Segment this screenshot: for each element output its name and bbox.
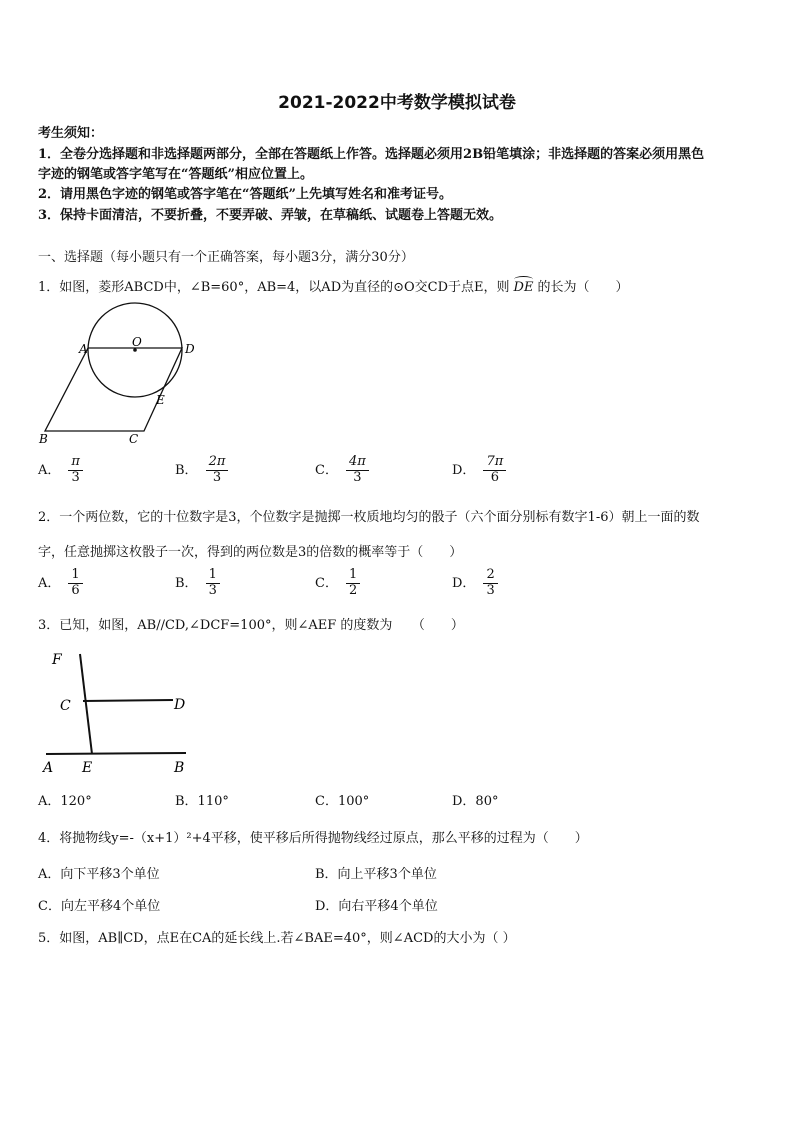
q4-option-a: A．向下平移3个单位 <box>38 867 160 882</box>
q3-option-a: A．120° <box>38 794 92 809</box>
q3-label-d: D <box>174 697 186 713</box>
arc-mark-icon <box>514 276 534 283</box>
q3-label-c: C <box>60 698 71 714</box>
q3-label-b: B <box>174 760 185 776</box>
q1-label-e: E <box>156 393 165 407</box>
q4-option-b: B．向上平移3个单位 <box>315 867 437 882</box>
q5-stem: 5．如图，AB∥CD，点E在CA的延长线上.若∠BAE=40°，则∠ACD的大小为（ ） <box>38 931 516 946</box>
q1-tail: 的长为（ ） <box>537 280 629 295</box>
q2-option-c: C． $\frac{1}{2}$ <box>315 568 360 599</box>
q4-stem: 4．将抛物线y=-（x+1）²+4平移，使平移后所得抛物线经过原点，那么平移的过程为（ ） <box>38 831 588 846</box>
q2-option-a: A． $\frac{1}{6}$ <box>38 568 83 599</box>
q1-label-a: A <box>79 342 88 356</box>
q2-option-b: B． $\frac{1}{3}$ <box>175 568 220 599</box>
q3-option-d: D．80° <box>452 794 499 809</box>
q1-option-b: B． $\frac{2\pi}{3}$ <box>175 455 228 486</box>
page-title: 2021-2022中考数学模拟试卷 <box>278 93 516 113</box>
q1-label-d: D <box>185 342 195 356</box>
q2-stem-line-2: 字，任意抛掷这枚骰子一次，得到的两位数是3的倍数的概率等于（ ） <box>38 545 463 560</box>
q3-figure <box>36 640 196 780</box>
q3-option-c: C．100° <box>315 794 370 809</box>
q1-arc-de: DE <box>514 280 534 295</box>
q1-stem <box>38 276 628 295</box>
q1-option-d: D． $\frac{7\pi}{6}$ <box>452 455 506 486</box>
line-ab <box>46 753 186 754</box>
transversal-line <box>80 654 92 754</box>
q3-label-a: A <box>43 760 54 776</box>
q1-stem-text: 1．如图，菱形ABCD中，∠B=60°，AB=4，以AD为直径的⊙O交CD于点E，则 <box>38 280 510 295</box>
q4-option-d: D．向右平移4个单位 <box>315 899 438 914</box>
q3-label-e: E <box>82 760 93 776</box>
q1-label-o: O <box>132 335 142 349</box>
q1-option-a: A． $\frac{\pi}{3}$ <box>38 455 83 486</box>
q3-stem: 3．已知，如图，AB//CD,∠DCF=100°，则∠AEF 的度数为 （ ） <box>38 618 464 633</box>
notice-item-2: 2．请用黑色字迹的钢笔或答字笔在“答题纸”上先填写姓名和准考证号。 <box>38 187 453 202</box>
notice-heading: 考生须知： <box>38 126 104 141</box>
notice-item-1-cont: 字迹的钢笔或答字笔写在“答题纸”相应位置上。 <box>38 167 313 182</box>
q4-option-c: C．向左平移4个单位 <box>38 899 161 914</box>
q1-label-c: C <box>129 432 139 446</box>
q1-option-c: C． $\frac{4\pi}{3}$ <box>315 455 369 486</box>
q3-option-b: B．110° <box>175 794 229 809</box>
q1-label-b: B <box>39 432 48 446</box>
q3-label-f: F <box>52 652 62 668</box>
notice-item-3: 3．保持卡面清洁，不要折叠，不要弄破、弄皱，在草稿纸、试题卷上答题无效。 <box>38 208 503 223</box>
line-cd <box>83 700 173 701</box>
section-heading: 一、选择题（每小题只有一个正确答案，每小题3分，满分30分） <box>38 250 414 265</box>
q2-stem-line-1: 2．一个两位数，它的十位数字是3，个位数字是抛掷一枚质地均匀的骰子（六个面分别标有数字1-6）朝上一面的数 <box>38 510 700 525</box>
q1-figure <box>30 300 200 450</box>
q2-option-d: D． $\frac{2}{3}$ <box>452 568 498 599</box>
notice-item-1: 1．全卷分选择题和非选择题两部分，全部在答题纸上作答。选择题必须用2B铅笔填涂；非选择题的答案必须用黑色 <box>38 147 705 162</box>
